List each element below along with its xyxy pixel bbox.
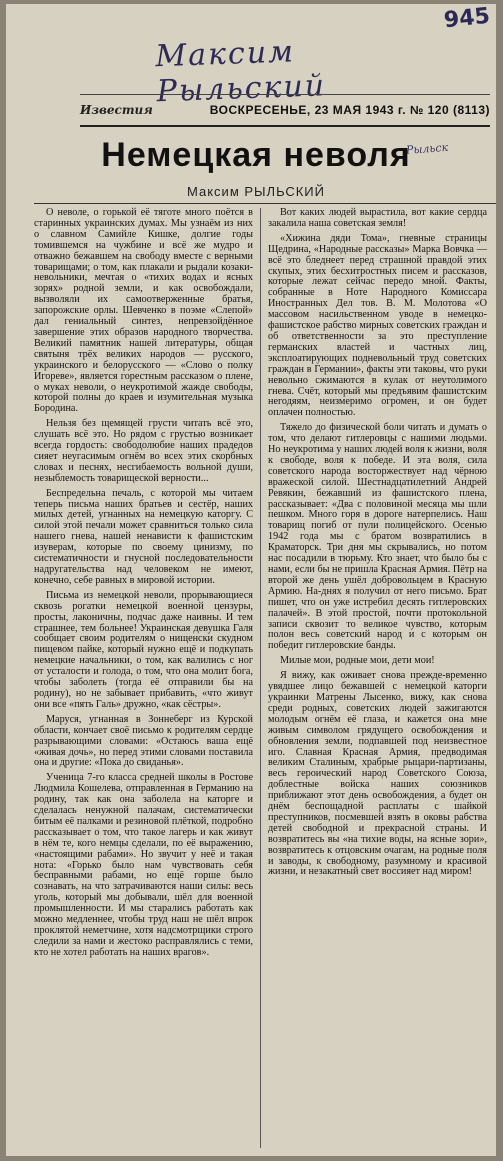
- article-column-left: [34, 208, 253, 963]
- margin-note: Рыльск: [405, 140, 449, 157]
- article-column-right: [268, 208, 487, 882]
- newspaper-header: [80, 94, 490, 127]
- column-divider: [260, 208, 261, 1148]
- archive-stamp-number: 945: [442, 4, 492, 34]
- paragraph: Письма из немецкой неволи, прорывающиеся сквозь рогатки немецкой военной цензуры, просты, лаконичны, подчас даже наивны. И тем страшнее, тем больнее! Украинская девушка Галя сообщает своим родителям о нищенски скудном пищевом пайке, который нужно ещё и подкупать немецкие начальники, о том, как валились с ног от усталости и голода, о том, что она молит бога, чтобы заболеть (тогда её отправили бы на родину), но не забывает прибавить, «что живут они все «пять Галь» дружно, «как сёстры».: [34, 589, 253, 710]
- title-rule: [34, 203, 496, 204]
- paragraph: Беспредельна печаль, с которой мы читаем теперь письма наших братьев и сестёр, наших милых детей, угнанных на немецкую каторгу. С силой этой печали может сравниться только сила нашего гнева, нашей ненависти к фашистским изуверам, которые по своему цинизму, по систематичности и гнусной последовательности надругательства над человеком не имеют, конечно, себе равных в мировой истории.: [34, 487, 253, 586]
- paragraph: Маруся, угнанная в Зоннеберг из Курской области, кончает своё письмо к родителям сердце разрывающими словами: «Остаюсь ваша ещё «живая дочь», но перед этими словами поставила она и другие: «Пока до свиданья».: [34, 713, 253, 769]
- paragraph: О неволе, о горькой её тяготе много поётся в старинных украинских думах. Мы узнаём из них о славном Самийле Кишке, долгие годы томившемся на чужбине и всё же мудро и отважно бежавшем на свободу вместе с верными товарищами; о том, как плакали и рыдали козаки-невольники, мечтая о «тихих водах и ясных зорях» родной земли, и как освобождали, вызволяли их самоотверженные братья, запорожские орлы. Шевченко в поэме «Слепой» дал гениальный синтез, непревзойдённое завершение этих образов народного творчества. Великий памятник нашей литературы, общая святыня трёх великих народов — русского, украинского и белорусского — «Слово о полку Игореве», является горестным рассказом о плене, о муках неволи, о неукротимой жажде свободы, которой полны до краев и изумительная музыка Бородина.: [34, 207, 253, 415]
- dateline: ВОСКРЕСЕНЬЕ, 23 МАЯ 1943 г. № 120 (8113): [209, 103, 490, 117]
- handwritten-author-name: Максим Рыльский: [154, 34, 327, 110]
- article-author: Максим РЫЛЬСКИЙ: [187, 184, 325, 199]
- paragraph: Ученица 7-го класса средней школы в Ростове Людмила Кошелева, отправленная в Германию на родину, так как она заболела на каторге и сделалась ненужной палачам, систематически битым её палками и резиновой плёткой, подробно рассказывает о том, что такое лагерь и как живут в нём те, кого немцы сделали, по её выражению, «настоящими рабами». Но звучит у неё и такая нота: «Горько было нам чувствовать себя бесправными рабами, но ещё горше было сознавать, на что затрачиваются наши силы: весь уголь, который мы добывали, шёл для военной промышленности. И мы старались работать как можно медленнее, чтобы труд наш не шёл впрок проклятой неметчине, хотя надсмотрщики строго следили за нами и жестоко расправлялись с теми, кто не хотел работать на наших врагов».: [34, 772, 253, 958]
- paragraph: Я вижу, как оживает снова прежде-временно увядшее лицо бежавшей с немецкой каторги украинки Матрены Лысенко, вижу, как снова среди родных, советских людей зажигаются молодым огнём её глаза, и кажется она мне живым символом грядущего освобождения и обновления земли, подпавшей под неизвестное иго. Славная Красная Армия, предводимая великим Сталиным, храбрые рыцари-партизаны, весь героический народ Советского Союза, доблестные войска наших союзников приближают этот день освобождения, а будет он днём беспощадной расплаты с шайкой преступников, посмевшей взять в оковы рабства детей свободной и прекрасной страны. И возвратитесь вы «на тихие воды, на ясные зори», возвратитесь к отцовским очагам, на родные поля и заводы, к свободному, разумному и красивой жизни, и незакатный свет воссияет над миром!: [268, 670, 487, 878]
- masthead: Известия: [80, 103, 153, 117]
- paragraph: Вот каких людей вырастила, вот какие сердца закалила наша советская земля!: [268, 207, 487, 229]
- paragraph: Милые мои, родные мои, дети мои!: [280, 655, 435, 667]
- article-title: Немецкая неволя: [101, 136, 411, 174]
- paragraph: «Хижина дяди Тома», гневные страницы Щедрина, «Народные рассказы» Марка Вовчка — всё это бледнеет перед страшной правдой этих скупых, этих бесхитростных писем и рассказов, которые лежат сейчас передо мной. Факты, собранные в Ноте Народного Комиссара Иностранных Дел тов. В. М. Молотова «О массовом насильственном уводе в немецко-фашистское рабство мирных советских граждан и об ответственности за это преступление германских властей и частных лиц, эксплоатирующих подневольный труд советских граждан в Германии», факты эти таковы, что руки невольно сжимаются в кулак от неутолимого гнева. Счёт, который мы предъявим фашистским негодяям, неизмеримо огромен, и он будет оплачен полностью.: [268, 232, 487, 419]
- paragraph: Нельзя без щемящей грусти читать всё это, слушать всё это. Но рядом с грустью возникает всегда гордость: свободолюбие наших прадедов сияет неугасимым огнём во всех этих скорбных словах и песнях, несгибаемость вольной души, незыблемость товарищеской верности...: [34, 418, 253, 484]
- newspaper-clipping: [6, 4, 496, 1156]
- paragraph: Тяжело до физической боли читать и думать о том, что делают гитлеровцы с нашими людьми. Но неукротима у наших людей воля к жизни, воля к свободе, воля к победе. И эта воля, сила советского народа восторжествует над чёрною вражеской силой. Шестнадцатилетний Андрей Ревякин, бежавший из фашистского плена, рассказывает: «Два с половиной месяца мы шли пешком. Много горя в дороге натерпелись. Наш товарищ погиб от пули полицейского. Осенью 1942 года мы с братом возвратились в Краматорск. Три дня мы скрывались, но потом нас посадили в тюрьму. Кто знает, что было бы с нами, если бы не пришла Красная Армия. Пётр на второй же день ушёл добровольцем в Красную Армию. На-днях я получил от него письмо. Брат пишет, что он уже истребил десять гитлеровских палачей». В этой простой, почти протокольной записи сквозит то великое чувство, которым полон весь советский народ и с которым он победит гитлеровские банды.: [268, 422, 487, 652]
